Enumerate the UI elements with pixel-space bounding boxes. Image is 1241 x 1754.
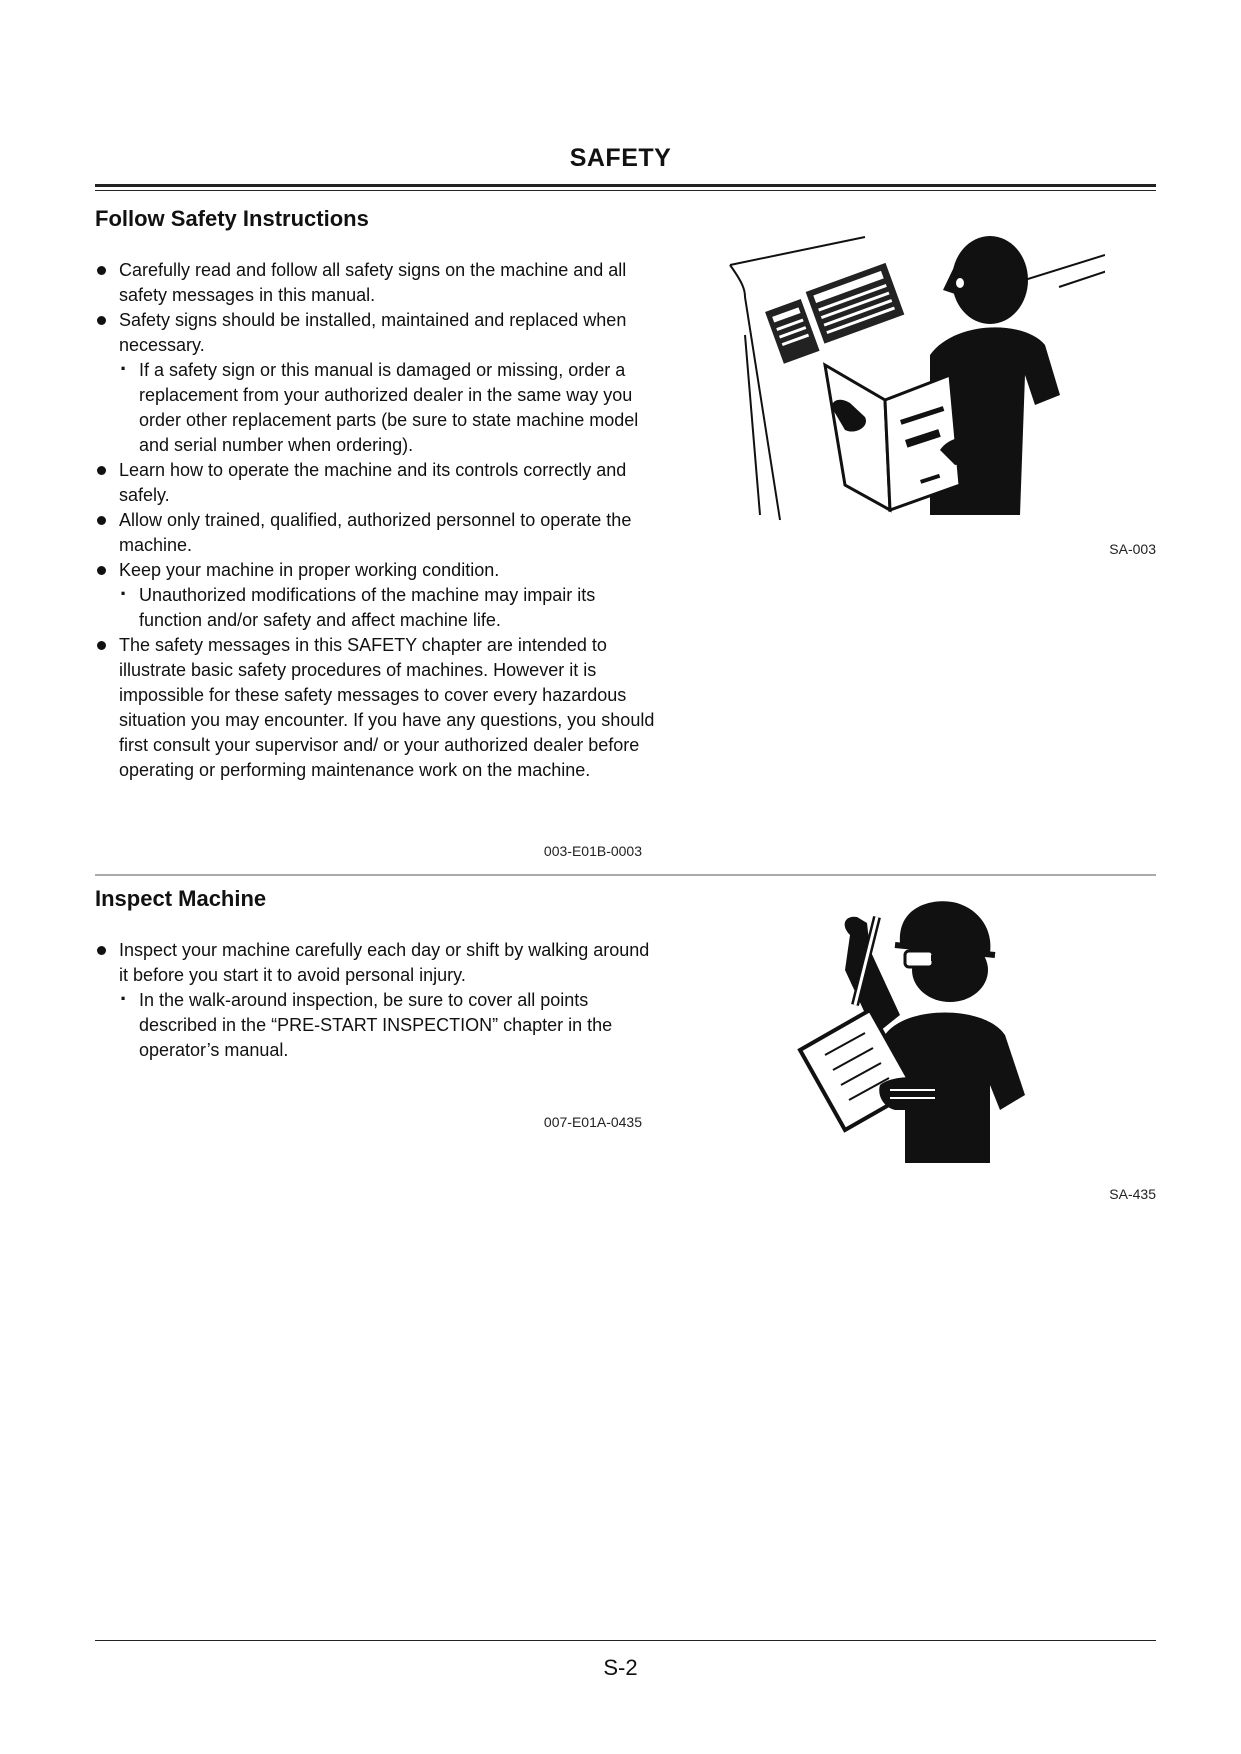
section-list-follow-safety [95, 258, 655, 783]
worker-reading-manual-icon [715, 235, 1105, 530]
section-divider [95, 874, 1156, 876]
chapter-title: SAFETY [569, 144, 672, 172]
list-item: · If a safety sign or this manual is damaged or missing, order a replacement from your authorized dealer in the same way you order other replacement parts (be sure to state machine model and serial number when ordering). [95, 358, 655, 458]
figure-code: SA-435 [1109, 1186, 1156, 1202]
ref-code: 003-E01B-0003 [543, 843, 642, 859]
list-item: Allow only trained, qualified, authorized personnel to operate the machine. [95, 508, 655, 558]
section-list-inspect-machine [95, 938, 655, 1063]
ref-code: 007-E01A-0435 [543, 1114, 642, 1130]
list-item: · In the walk-around inspection, be sure to cover all points described in the “PRE-START INSPECTION” chapter in the operator’s manual. [95, 988, 655, 1063]
header-rule [95, 184, 1156, 191]
list-item: The safety messages in this SAFETY chapter are intended to illustrate basic safety procedures of machines. However it is impossible for these safety messages to cover every hazardous situation you may encounter. If you have any questions, you should first consult your supervisor and/ or your authorized dealer before operating or performing maintenance work on the machine. [95, 633, 655, 783]
list-item: Learn how to operate the machine and its controls correctly and safely. [95, 458, 655, 508]
list-item: Carefully read and follow all safety signs on the machine and all safety messages in this manual. [95, 258, 655, 308]
worker-inspecting-clipboard-icon [785, 895, 1035, 1170]
list-item: Keep your machine in proper working condition. [95, 558, 655, 583]
page-number: S-2 [603, 1655, 638, 1680]
list-item: Safety signs should be installed, maintained and replaced when necessary. [95, 308, 655, 358]
section-heading-follow-safety: Follow Safety Instructions [95, 206, 369, 231]
list-item: Inspect your machine carefully each day or shift by walking around it before you start it to avoid personal injury. [95, 938, 655, 988]
list-item: · Unauthorized modifications of the machine may impair its function and/or safety and affect machine life. [95, 583, 655, 633]
section-heading-inspect-machine: Inspect Machine [95, 886, 267, 911]
footer-rule [95, 1640, 1156, 1641]
figure-code: SA-003 [1109, 541, 1156, 557]
